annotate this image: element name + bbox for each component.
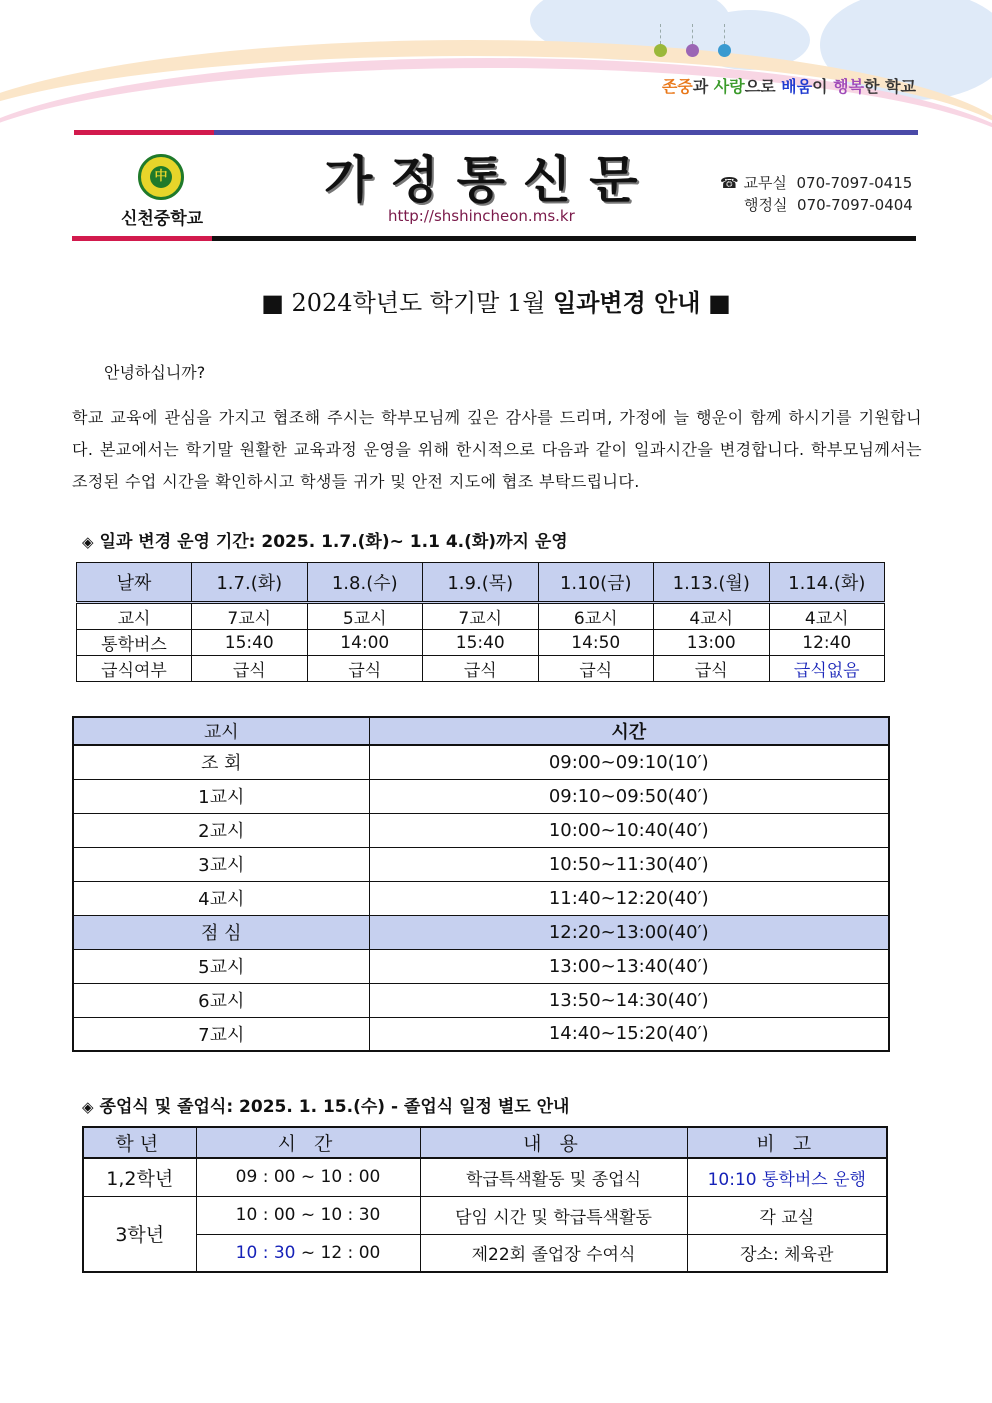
header-bottom-rule [72,236,916,241]
contact-info: ☎ 교무실 070-7097-0415 행정실 070-7097-0404 [720,174,913,214]
table-cell: 15:40 [192,630,308,656]
table-cell: 13:00~13:40(40′) [369,949,889,983]
table-cell: 1.14.(화) [769,563,885,603]
header-background [0,0,992,135]
table-row [83,1234,887,1272]
table-row [73,745,889,779]
table-cell: 1교시 [73,779,369,813]
table-cell: 09:10~09:50(40′) [369,779,889,813]
table-row [73,1017,889,1051]
diamond-bullet-icon: ◈ [82,1098,94,1116]
table-cell: 1,2학년 [83,1158,196,1196]
table-cell: 1.8.(수) [307,563,423,603]
table-cell: 10 : 30 ~ 12 : 00 [196,1234,420,1272]
table-row [73,847,889,881]
table-header-row [83,1127,887,1158]
table-cell: 7교시 [192,603,308,630]
table-cell: 14:50 [538,630,654,656]
table-cell: 담임 시간 및 학급특색활동 [420,1196,687,1234]
table-cell: 급식 [192,656,308,682]
table-cell: 비 고 [687,1127,887,1158]
table-row [73,813,889,847]
table-cell: 급식여부 [77,656,192,682]
table-cell: 2교시 [73,813,369,847]
section-heading-schedule-period: ◈ 일과 변경 운영 기간: 2025. 1.7.(화)~ 1.1 4.(화)까지 운영 [82,532,568,552]
table-cell: 10:10 통학버스 운행 [687,1158,887,1196]
square-bullet-icon: ■ [261,289,292,317]
table-row [77,630,885,656]
table-cell: 10:50~11:30(40′) [369,847,889,881]
diamond-bullet-icon: ◈ [82,533,94,551]
table-cell: 제22회 졸업장 수여식 [420,1234,687,1272]
table-cell: 12:20~13:00(40′) [369,915,889,949]
table-row [73,779,889,813]
table-cell: 장소: 체육관 [687,1234,887,1272]
table-cell: 교시 [77,603,192,630]
table-row [73,983,889,1017]
table-cell: 7교시 [423,603,539,630]
school-motto: 존중과 사랑으로 배움이 행복한 학교 [661,77,916,96]
table-cell: 통학버스 [77,630,192,656]
table-cell: 급식없음 [769,656,885,682]
table-cell: 점 심 [73,915,369,949]
table-cell: 12:40 [769,630,885,656]
table-cell: 09:00~09:10(10′) [369,745,889,779]
table-cell: 13:50~14:30(40′) [369,983,889,1017]
table-cell: 5교시 [307,603,423,630]
table-cell: 5교시 [73,949,369,983]
table-cell: 시 간 [196,1127,420,1158]
table-cell: 11:40~12:20(40′) [369,881,889,915]
table-cell: 6교시 [73,983,369,1017]
school-name: 신천중학교 [120,209,204,229]
table-cell: 학년 [83,1127,196,1158]
table-row [83,1158,887,1196]
table-cell: 13:00 [654,630,770,656]
table-cell: 1.10(금) [538,563,654,603]
table-cell: 1.13.(월) [654,563,770,603]
table-cell: 3학년 [83,1196,196,1272]
decorative-dots [654,24,738,64]
section-heading-ceremony: ◈ 종업식 및 졸업식: 2025. 1. 15.(수) - 졸업식 일정 별도 안내 [82,1097,570,1117]
period-times-table [72,716,890,1052]
school-logo: 中 [138,154,184,200]
table-row [83,1196,887,1234]
header-top-rule [74,130,918,135]
table-cell: 3교시 [73,847,369,881]
table-header-row [77,563,885,603]
table-cell: 1.9.(목) [423,563,539,603]
square-bullet-icon: ■ [700,289,731,317]
table-cell: 날짜 [77,563,192,603]
table-cell: 6교시 [538,603,654,630]
table-cell: 급식 [538,656,654,682]
table-cell: 내 용 [420,1127,687,1158]
greeting: 안녕하십니까? [104,363,206,382]
table-cell: 4교시 [654,603,770,630]
table-cell: 급식 [654,656,770,682]
document-title: ■ 2024학년도 학기말 1월 일과변경 안내 ■ [261,289,731,317]
table-cell: 1.7.(화) [192,563,308,603]
table-cell: 14:40~15:20(40′) [369,1017,889,1051]
table-cell: 시간 [369,717,889,745]
ceremony-table [82,1126,888,1273]
daily-schedule-table [76,562,885,682]
body-paragraph: 학교 교육에 관심을 가지고 협조해 주시는 학부모님께 깊은 감사를 드리며, 가정에 늘 행운이 함께 하시기를 기원합니다. 본교에서는 학기말 원활한 교육과정 운영을 위해 한시적으로 다음과 같이 일과시간을 변경합니다. 학부모님께서는 조정된 수업 시간을 확인하시고 학생들 귀가 및 안전 지도에 협조 부탁드립니다. [72,408,922,491]
newsletter-title: 가정통신문 [324,151,656,209]
table-row [77,603,885,630]
table-cell: 급식 [307,656,423,682]
table-cell: 학급특색활동 및 종업식 [420,1158,687,1196]
table-cell: 7교시 [73,1017,369,1051]
table-cell: 09 : 00 ~ 10 : 00 [196,1158,420,1196]
table-cell: 4교시 [73,881,369,915]
table-row [73,881,889,915]
table-cell: 10:00~10:40(40′) [369,813,889,847]
school-url[interactable]: http://shshincheon.ms.kr [388,207,575,225]
phone-icon: ☎ [720,174,744,192]
table-row-lunch [73,915,889,949]
table-cell: 14:00 [307,630,423,656]
table-cell: 15:40 [423,630,539,656]
table-cell: 4교시 [769,603,885,630]
table-row [77,656,885,682]
table-cell: 급식 [423,656,539,682]
table-row [73,949,889,983]
table-cell: 10 : 00 ~ 10 : 30 [196,1196,420,1234]
table-header-row [73,717,889,745]
table-cell: 조 회 [73,745,369,779]
table-cell: 각 교실 [687,1196,887,1234]
table-cell: 교시 [73,717,369,745]
